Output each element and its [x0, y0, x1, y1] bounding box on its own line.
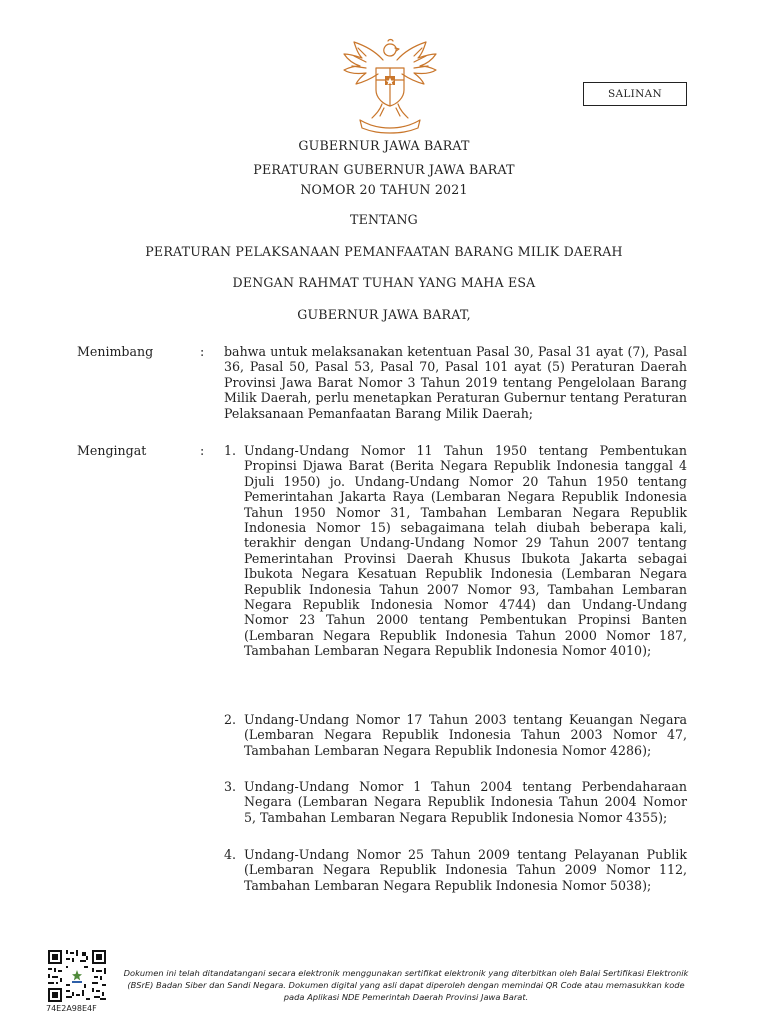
mengingat-item-4-text: Undang-Undang Nomor 25 Tahun 2009 tentang Pelayanan Publik (Lembaran Negara Republik Indonesia Tahun 2009 Nomor 112, Tambahan Lembaran Negara Republik Indonesia Nomor 5038); [244, 847, 687, 893]
menimbang-colon: : [200, 344, 205, 359]
heading-number: NOMOR 20 TAHUN 2021 [300, 182, 468, 197]
mengingat-item-1-number: 1. [224, 443, 237, 458]
garuda-emblem-icon [336, 38, 444, 134]
heading-governor-comma: GUBERNUR JAWA BARAT, [297, 307, 471, 322]
mengingat-colon: : [200, 443, 205, 458]
electronic-signature-note: Dokumen ini telah ditandatangani secara elektronik menggunakan sertifikat elektronik yang diterbitkan oleh Balai Sertifikasi Elektronik (BSrE) Badan Siber dan Sandi Negara. Dokumen digital yang asli dapat diperoleh dengan memindai QR Code atau memasukkan kode pada Aplikasi NDE Pemerintah Daerah Provinsi Jawa Barat. [123, 968, 689, 1002]
mengingat-item-2-text: Undang-Undang Nomor 17 Tahun 2003 tentang Keuangan Negara (Lembaran Negara Republik Indonesia Tahun 2003 Nomor 47, Tambahan Lembaran Negara Republik Indonesia Nomor 4286); [244, 712, 687, 758]
mengingat-item-3-text: Undang-Undang Nomor 1 Tahun 2004 tentang Perbendaharaan Negara (Lembaran Negara Republik Indonesia Tahun 2004 Nomor 5, Tambahan Lembaran Negara Republik Indonesia Nomor 4355); [244, 779, 687, 825]
qr-code-icon[interactable] [48, 950, 106, 1002]
heading-invocation: DENGAN RAHMAT TUHAN YANG MAHA ESA [232, 275, 536, 290]
mengingat-item-1-text: Undang-Undang Nomor 11 Tahun 1950 tentang Pembentukan Propinsi Djawa Barat (Berita Negara Republik Indonesia tanggal 4 Djuli 1950) jo. Undang-Undang Nomor 20 Tahun 1950 tentang Pemerintahan Jakarta Raya (Lembaran Negara Republik Indonesia Tahun 1950 Nomor 31, Tambahan Lembaran Negara Republik Indonesia Nomor 15) sebagaimana telah diubah beberapa kali, terakhir dengan Undang-Undang Nomor 29 Tahun 2007 tentang Pemerintahan Provinsi Daerah Khusus Ibukota Jakarta sebagai Ibukota Negara Kesatuan Republik Indonesia (Lembaran Negara Republik Indonesia Tahun 2007 Nomor 93, Tambahan Lembaran Negara Republik Indonesia Nomor 4744) dan Undang-Undang Nomor 23 Tahun 2000 tentang Pembentukan Propinsi Banten (Lembaran Negara Republik Indonesia Tahun 2000 Nomor 187, Tambahan Lembaran Negara Republik Indonesia Nomor 4010); [244, 443, 687, 659]
salinan-stamp: SALINAN [583, 82, 687, 106]
menimbang-label: Menimbang [77, 344, 154, 359]
mengingat-item-3-number: 3. [224, 779, 237, 794]
qr-verification-code: 74E2A98E4F [46, 1004, 97, 1013]
heading-regulation: PERATURAN GUBERNUR JAWA BARAT [253, 162, 515, 177]
menimbang-text: bahwa untuk melaksanakan ketentuan Pasal 30, Pasal 31 ayat (7), Pasal 36, Pasal 50, Pasal 53, Pasal 70, Pasal 101 ayat (5) Peraturan Daerah Provinsi Jawa Barat Nomor 3 Tahun 2019 tentang Pengelolaan Barang Milik Daerah, perlu menetapkan Peraturan Gubernur tentang Peraturan Pelaksanaan Pemanfaatan Barang Milik Daerah; [224, 344, 687, 421]
mengingat-label: Mengingat [77, 443, 147, 458]
mengingat-item-2-number: 2. [224, 712, 237, 727]
heading-title: PERATURAN PELAKSANAAN PEMANFAATAN BARANG MILIK DAERAH [145, 244, 623, 259]
mengingat-item-4-number: 4. [224, 847, 237, 862]
heading-tentang: TENTANG [350, 212, 418, 227]
heading-governor: GUBERNUR JAWA BARAT [298, 138, 470, 153]
